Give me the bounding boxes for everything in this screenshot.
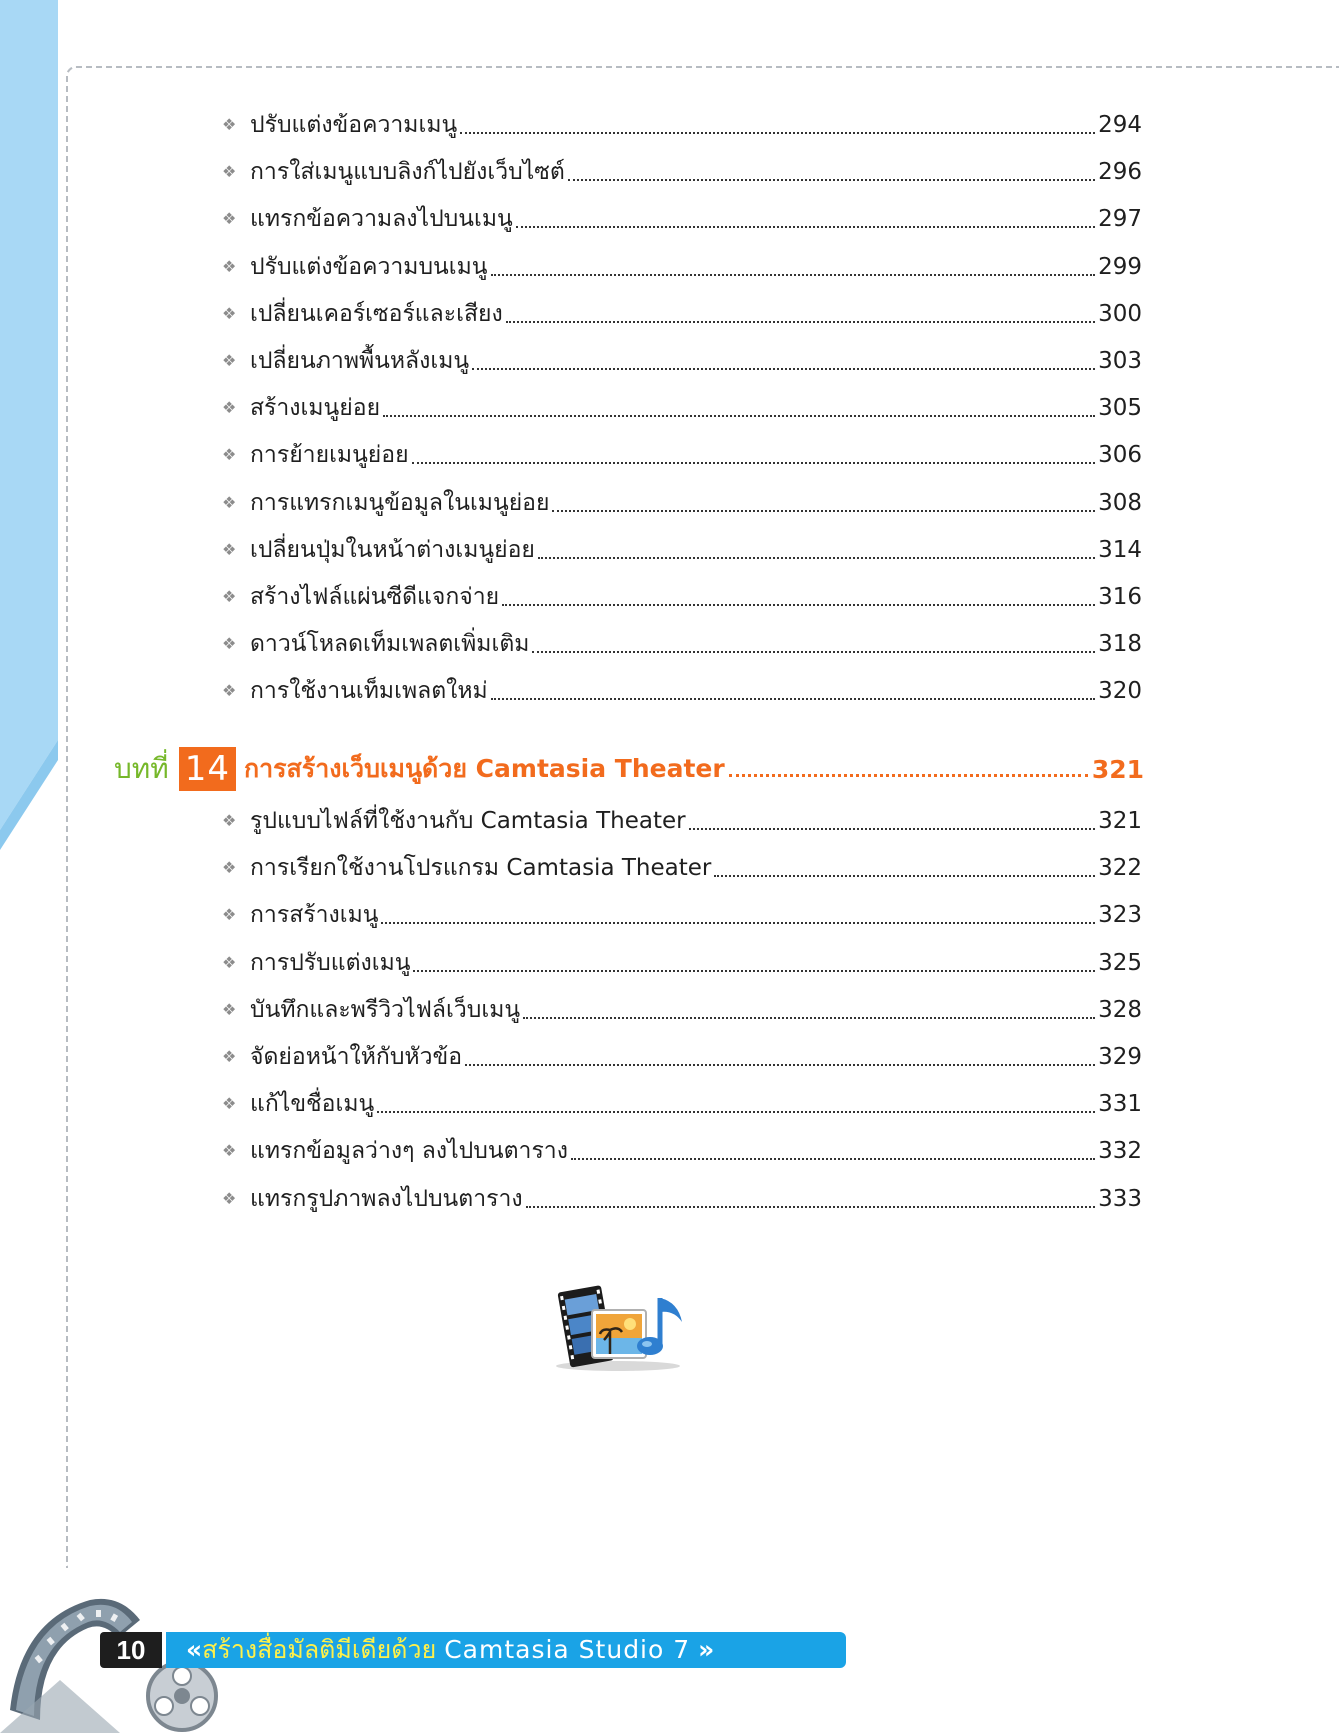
toc-entry[interactable] xyxy=(222,1087,1142,1121)
toc-entry-label: แก้ไขชื่อเมนู xyxy=(250,1091,375,1118)
toc-entry-label: ดาวน์โหลดเท็มเพลตเพิ่มเติม xyxy=(250,631,530,658)
toc-entry-page: 323 xyxy=(1098,902,1142,929)
toc-entry-label: บันทึกและพรีวิวไฟล์เว็บเมนู xyxy=(250,996,521,1023)
toc-entry-label: แทรกข้อความลงไปบนเมนู xyxy=(250,206,513,233)
toc-entry-label: เปลี่ยนปุ่มในหน้าต่างเมนูย่อย xyxy=(250,536,535,563)
toc-entry[interactable] xyxy=(222,674,1142,708)
leader-dots xyxy=(383,393,1095,417)
leader-dots xyxy=(571,1136,1095,1160)
toc-entry-page: 299 xyxy=(1098,253,1142,280)
toc-entry[interactable] xyxy=(222,344,1142,378)
toc-entry-page: 314 xyxy=(1098,536,1142,563)
toc-entry[interactable] xyxy=(222,391,1142,425)
leader-dots xyxy=(526,1184,1095,1208)
toc-entry-page: 329 xyxy=(1098,1044,1142,1070)
toc-entry[interactable] xyxy=(222,1182,1142,1216)
toc-entry-page: 305 xyxy=(1098,395,1142,422)
toc-entry-page: 294 xyxy=(1098,112,1142,138)
bullet-icon: ❖ xyxy=(222,115,237,134)
toc-entry-label: ปรับแต่งข้อความบนเมนู xyxy=(250,253,488,280)
bullet-icon: ❖ xyxy=(222,681,237,701)
toc-entry[interactable] xyxy=(222,533,1142,567)
toc-entry[interactable] xyxy=(222,1040,1142,1074)
chapter-title: การสร้างเว็บเมนูด้วย Camtasia Theater xyxy=(243,754,725,783)
leader-dots xyxy=(381,900,1095,924)
bullet-icon: ❖ xyxy=(222,1188,237,1208)
footer-page-number: 10 xyxy=(100,1632,162,1668)
bullet-icon: ❖ xyxy=(222,351,237,370)
toc-entry-label: การสร้างเมนู xyxy=(250,902,379,929)
toc-entry[interactable] xyxy=(222,486,1142,520)
bullet-icon: ❖ xyxy=(222,999,237,1019)
leader-dots xyxy=(377,1089,1095,1113)
leader-dots xyxy=(689,806,1096,830)
toc-entry-label: การใส่เมนูแบบลิงก์ไปยังเว็บไซต์ xyxy=(250,159,565,186)
toc-entry[interactable] xyxy=(222,946,1142,980)
leader-dots xyxy=(568,157,1095,181)
leader-dots xyxy=(552,488,1095,512)
bullet-icon: ❖ xyxy=(222,209,237,229)
toc-entry[interactable] xyxy=(222,993,1142,1027)
toc-entry[interactable] xyxy=(222,580,1142,614)
toc-entry-page: 306 xyxy=(1098,442,1142,469)
leader-dots xyxy=(472,346,1095,370)
leader-dots xyxy=(413,948,1095,972)
toc-entry-page: 333 xyxy=(1098,1185,1142,1212)
toc-entry-label: การย้ายเมนูย่อย xyxy=(250,442,409,469)
toc-entry-label: แทรกรูปภาพลงไปบนตาราง xyxy=(250,1185,523,1212)
bullet-icon: ❖ xyxy=(222,256,237,276)
bullet-icon: ❖ xyxy=(222,858,237,878)
leader-dots xyxy=(538,535,1095,559)
toc-entry[interactable] xyxy=(222,627,1142,661)
toc-entry-label: การแทรกเมนูข้อมูลในเมนูย่อย xyxy=(250,489,550,516)
toc-entry-page: 325 xyxy=(1098,949,1142,976)
toc-entry-page: 303 xyxy=(1098,348,1142,374)
footer-book-title xyxy=(166,1632,846,1668)
chapter-leader-dots xyxy=(729,756,1088,777)
leader-dots xyxy=(460,110,1095,134)
leader-dots xyxy=(412,440,1096,464)
toc-entry-label: รูปแบบไฟล์ที่ใช้งานกับ Camtasia Theater xyxy=(250,808,686,834)
toc-entry-label: สร้างเมนูย่อย xyxy=(250,395,381,422)
bullet-icon: ❖ xyxy=(222,1141,237,1161)
toc-entry[interactable] xyxy=(222,155,1142,189)
toc-entry-label: เปลี่ยนภาพพื้นหลังเมนู xyxy=(250,348,470,374)
leader-dots xyxy=(491,676,1095,700)
toc-entry-page: 300 xyxy=(1098,300,1142,327)
chapter-page-number: 321 xyxy=(1091,754,1144,784)
bullet-icon: ❖ xyxy=(222,905,237,925)
toc-entry[interactable] xyxy=(222,804,1142,838)
toc-entry-label: การปรับแต่งเมนู xyxy=(250,949,411,976)
bullet-icon: ❖ xyxy=(222,303,237,323)
leader-dots xyxy=(516,204,1095,228)
toc-entry-page: 320 xyxy=(1098,678,1142,705)
toc-entry[interactable] xyxy=(222,851,1142,885)
toc-entry-label: เปลี่ยนเคอร์เซอร์และเสียง xyxy=(250,300,503,327)
toc-entry-label: จัดย่อหน้าให้กับหัวข้อ xyxy=(250,1044,463,1070)
toc-entry[interactable] xyxy=(222,250,1142,284)
leader-dots xyxy=(523,995,1095,1019)
chapter-heading[interactable] xyxy=(114,746,1144,792)
leader-dots xyxy=(502,582,1095,606)
film-photo-music-icon xyxy=(548,1278,708,1374)
leader-dots xyxy=(714,853,1095,877)
chapter-prefix: บทที่ xyxy=(114,752,169,785)
bullet-icon: ❖ xyxy=(222,398,237,418)
bullet-icon: ❖ xyxy=(222,539,237,559)
footer-title-english: Camtasia Studio 7 xyxy=(444,1635,691,1664)
footer-close-quote: » xyxy=(698,1635,715,1664)
toc-entry-page: 308 xyxy=(1098,489,1142,516)
leader-dots xyxy=(506,299,1095,323)
toc-entry[interactable] xyxy=(222,202,1142,236)
leader-dots xyxy=(491,252,1096,276)
side-decoration-band xyxy=(0,0,58,1733)
bullet-icon: ❖ xyxy=(222,1094,237,1114)
toc-entry-page: 321 xyxy=(1098,808,1142,834)
toc-entry-label: การเรียกใช้งานโปรแกรม Camtasia Theater xyxy=(250,855,712,882)
leader-dots xyxy=(465,1042,1095,1066)
toc-entry-page: 297 xyxy=(1098,206,1142,233)
bullet-icon: ❖ xyxy=(222,952,237,972)
toc-entry-page: 332 xyxy=(1098,1138,1142,1165)
toc-entry-label: การใช้งานเท็มเพลตใหม่ xyxy=(250,678,488,705)
bullet-icon: ❖ xyxy=(222,634,237,654)
chapter-number-badge: 14 xyxy=(179,747,236,791)
footer-title-thai: สร้างสื่อมัลติมีเดียด้วย xyxy=(202,1635,437,1664)
toc-entry-page: 328 xyxy=(1098,996,1142,1023)
toc-entry[interactable] xyxy=(222,438,1142,472)
toc-entry[interactable] xyxy=(222,898,1142,932)
bullet-icon: ❖ xyxy=(222,445,237,465)
toc-entry[interactable] xyxy=(222,297,1142,331)
leader-dots xyxy=(532,629,1095,653)
toc-entry-page: 322 xyxy=(1098,855,1142,882)
toc-entry-page: 318 xyxy=(1098,631,1142,658)
toc-entry[interactable] xyxy=(222,1134,1142,1168)
bullet-icon: ❖ xyxy=(222,162,237,182)
bullet-icon: ❖ xyxy=(222,492,237,512)
bullet-icon: ❖ xyxy=(222,1047,237,1066)
toc-entry-page: 316 xyxy=(1098,584,1142,610)
bullet-icon: ❖ xyxy=(222,587,237,606)
toc-entry-label: ปรับแต่งข้อความเมนู xyxy=(250,112,458,138)
toc-entry[interactable] xyxy=(222,108,1142,142)
footer-open-quote: « xyxy=(186,1635,203,1664)
bullet-icon: ❖ xyxy=(222,811,237,830)
toc-entry-page: 331 xyxy=(1098,1091,1142,1118)
toc-entry-label: สร้างไฟล์แผ่นซีดีแจกจ่าย xyxy=(250,584,500,610)
toc-entry-label: แทรกข้อมูลว่างๆ ลงไปบนตาราง xyxy=(250,1138,568,1165)
toc-entry-page: 296 xyxy=(1098,159,1142,186)
